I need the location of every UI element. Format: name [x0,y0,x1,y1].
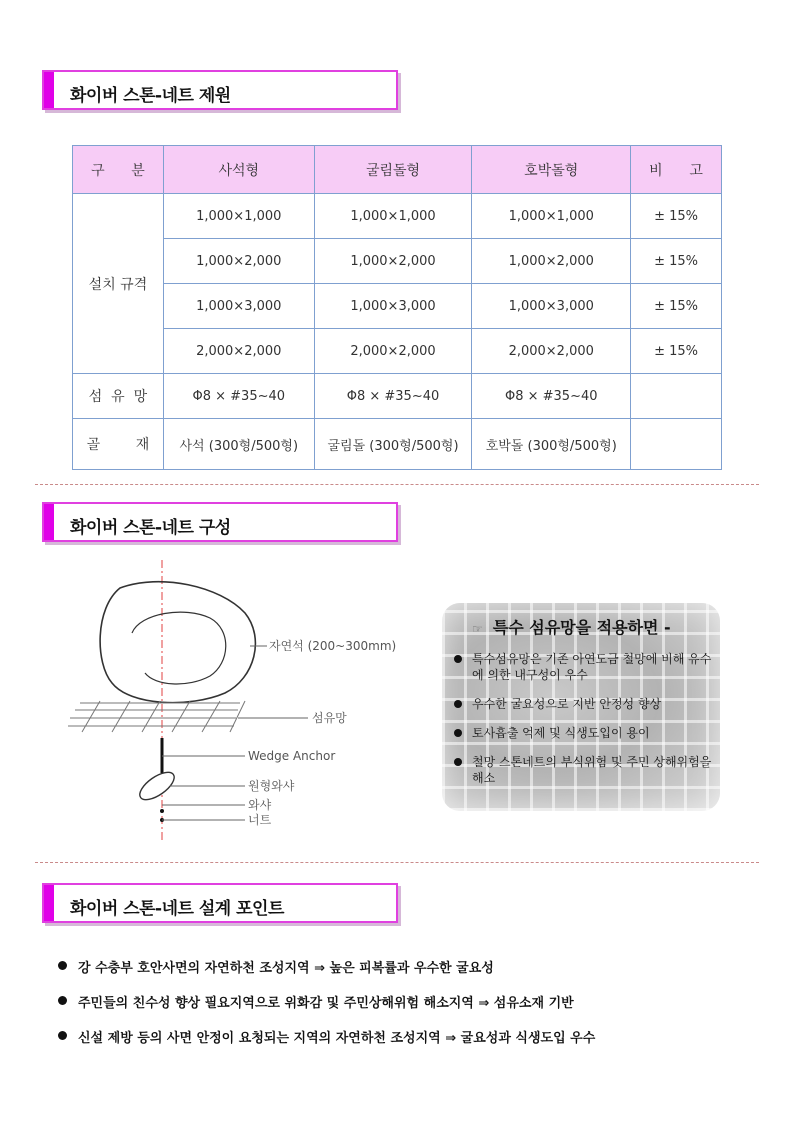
table-cell: 2,000×2,000 [472,329,631,374]
table-cell: 1,000×1,000 [314,194,472,239]
section-divider [35,484,759,485]
table-row [73,284,722,329]
section-title: 화이버 스톤-네트 제원 [70,86,231,106]
section-divider [35,862,759,863]
design-point-list [58,957,595,1062]
table-cell: 1,000×2,000 [472,239,631,284]
title-decoration-icon: ☞ [472,622,483,636]
table-header-row [73,146,722,194]
fiber-mesh [68,701,245,732]
table-cell: ± 15% [631,329,722,374]
table-header-cell: 사석형 [163,146,314,194]
table-cell [631,419,722,470]
section-title: 화이버 스톤-네트 구성 [70,518,231,538]
section-header-composition [42,502,398,542]
section-header-bar [44,72,54,108]
list-item: 토사흡출 억제 및 식생도입이 용이 [452,725,714,741]
label-mesh: 섬유망 [312,711,347,725]
list-item: 신설 제방 등의 사면 안정이 요청되는 지역의 자연하천 조성지역 ⇒ 굴요성과 식생도입 우수 [58,1027,595,1045]
row-label-fiber: 섬 유 망 [73,374,164,419]
leader-lines [162,646,308,820]
table-cell: 2,000×2,000 [314,329,472,374]
table-cell: 2,000×2,000 [163,329,314,374]
table-cell: 사석 (300형/500형) [163,419,314,470]
label-nut: 너트 [248,813,272,827]
info-list [452,651,714,799]
table-cell: 1,000×1,000 [163,194,314,239]
info-title-text: 특수 섬유망을 적용하면 - [492,618,671,637]
table-row [73,419,722,470]
label-stone: 자연석 (200~300mm) [269,639,397,653]
table-cell: Φ8 × #35~40 [314,374,472,419]
table-cell: 호박돌 (300형/500형) [472,419,631,470]
structure-diagram [60,558,430,848]
table-cell: 굴림돌 (300형/500형) [314,419,472,470]
stone-inner-line [132,612,226,684]
table-row [73,374,722,419]
table-cell: 1,000×1,000 [472,194,631,239]
table-cell: 1,000×2,000 [163,239,314,284]
table-row [73,239,722,284]
row-label-aggregate: 골 재 [73,419,164,470]
section-header-spec [42,70,398,110]
table-row [73,194,722,239]
washer [160,809,164,813]
label-anchor: Wedge Anchor [248,749,336,763]
table-header-cell: 굴림돌형 [314,146,472,194]
section-title: 화이버 스톤-네트 설계 포인트 [70,899,284,919]
table-cell: ± 15% [631,284,722,329]
table-cell: ± 15% [631,239,722,284]
list-item: 주민들의 친수성 향상 필요지역으로 위화감 및 주민상해위험 해소지역 ⇒ 섬유소재 기반 [58,992,595,1010]
table-cell: Φ8 × #35~40 [163,374,314,419]
table-cell: 1,000×2,000 [314,239,472,284]
table-cell [631,374,722,419]
section-header-bar [44,885,54,921]
list-item: 강 수충부 호안사면의 자연하천 조성지역 ⇒ 높은 피복률과 우수한 굴요성 [58,957,595,975]
table-cell: ± 15% [631,194,722,239]
table-cell: 1,000×3,000 [472,284,631,329]
table-cell: 1,000×3,000 [314,284,472,329]
table-header-cell: 호박돌형 [472,146,631,194]
table-header-cell: 구 분 [73,146,164,194]
row-label-install: 설치 규격 [73,194,164,374]
list-item: 특수섬유망은 기존 아연도금 철망에 비해 유수에 의한 내구성이 우수 [452,651,714,683]
label-round-washer: 원형와샤 [248,779,295,793]
table-row [73,329,722,374]
table-cell: Φ8 × #35~40 [472,374,631,419]
table-header-cell: 비 고 [631,146,722,194]
table-cell: 1,000×3,000 [163,284,314,329]
spec-table [72,145,722,470]
info-title [472,615,671,638]
fiber-mesh-info-box [442,603,720,811]
list-item: 우수한 굴요성으로 지반 안정성 향상 [452,696,714,712]
list-item: 철망 스톤네트의 부식위험 및 주민 상해위험을 해소 [452,754,714,786]
section-header-design [42,883,398,923]
section-header-bar [44,504,54,540]
label-washer: 와샤 [248,798,272,812]
